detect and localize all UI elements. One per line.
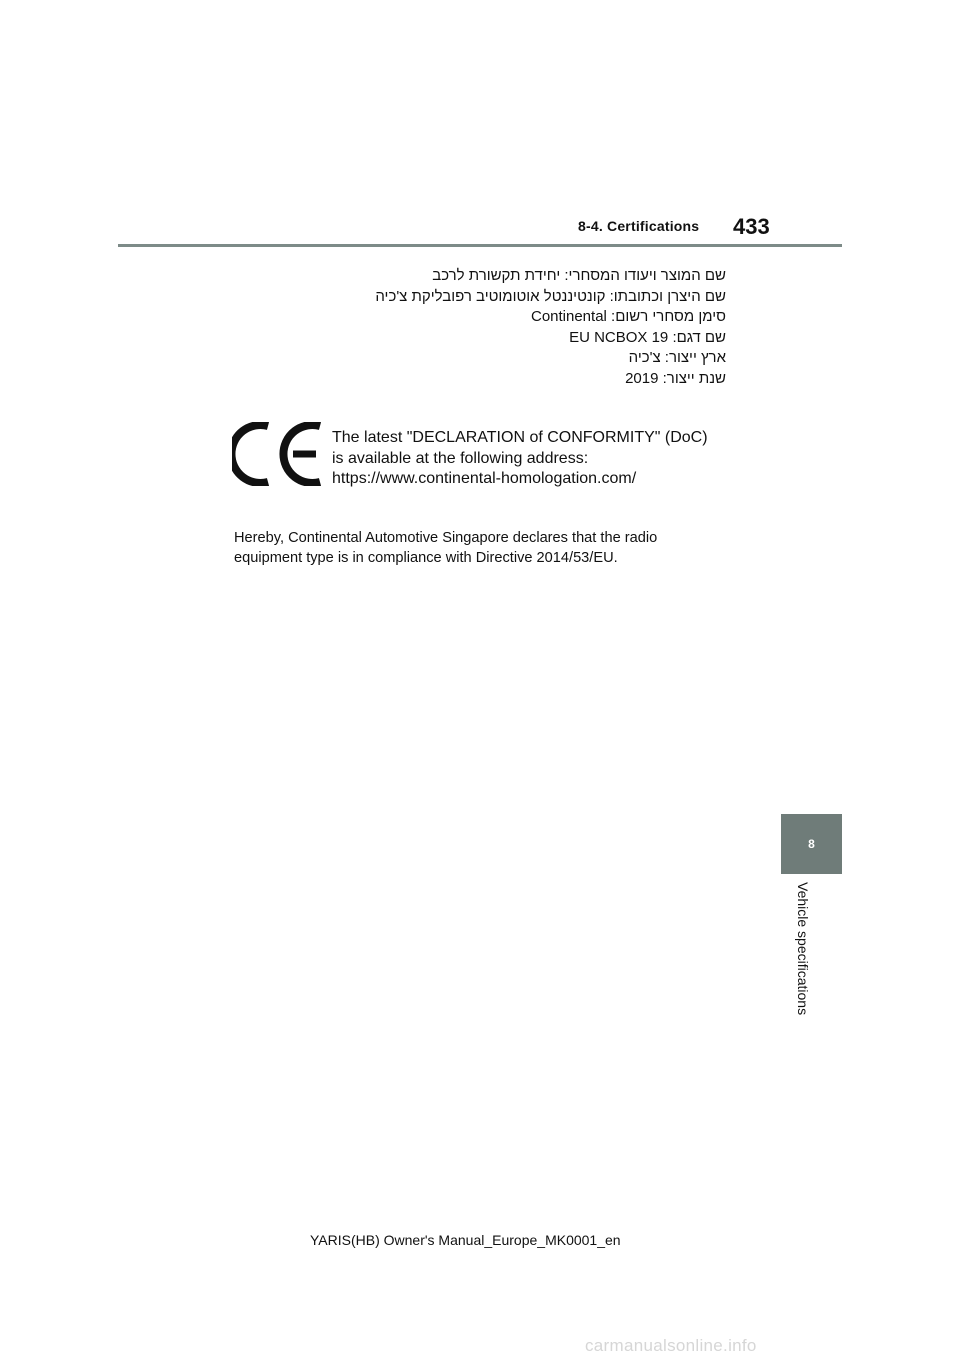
declaration-url[interactable]: https://www.continental-homologation.com/	[332, 470, 637, 487]
chapter-label: Vehicle specifications	[795, 882, 811, 1016]
hebrew-line: סימן מסחרי רשום: Continental	[530, 308, 726, 326]
watermark: carmanualsonline.info	[585, 1336, 757, 1355]
footer-manual-id: YARIS(HB) Owner's Manual_Europe_MK0001_en	[310, 1232, 621, 1248]
hebrew-line: שם דגם: EU NCBOX 19	[569, 328, 726, 346]
declaration-line: The latest "DECLARATION of CONFORMITY" (DoC)	[332, 429, 708, 446]
hebrew-line: שם המוצר ויעודו המסחרי: יחידת תקשורת לרכב	[432, 267, 726, 284]
declaration-notice	[332, 428, 752, 490]
hebrew-line: שנת ייצור: 2019	[625, 369, 726, 387]
compliance-line: Hereby, Continental Automotive Singapore declares that the radio	[234, 530, 658, 546]
hebrew-product-info	[206, 266, 726, 390]
declaration-line: is available at the following address:	[332, 449, 589, 467]
chapter-tab[interactable]: 8	[781, 814, 842, 874]
compliance-line: equipment type is in compliance with Directive 2014/53/EU.	[234, 549, 618, 566]
hebrew-line: ארץ ייצור: צ'כיה	[628, 349, 726, 367]
page-number: 433	[733, 214, 770, 239]
section-title: 8-4. Certifications	[578, 218, 700, 234]
ce-mark-icon	[232, 422, 322, 486]
header-divider	[118, 244, 842, 247]
compliance-statement	[234, 529, 734, 568]
hebrew-line: שם היצרן וכתובתו: קונטיננטל אוטומוטיב רפובליקת צ'כיה	[375, 287, 726, 305]
